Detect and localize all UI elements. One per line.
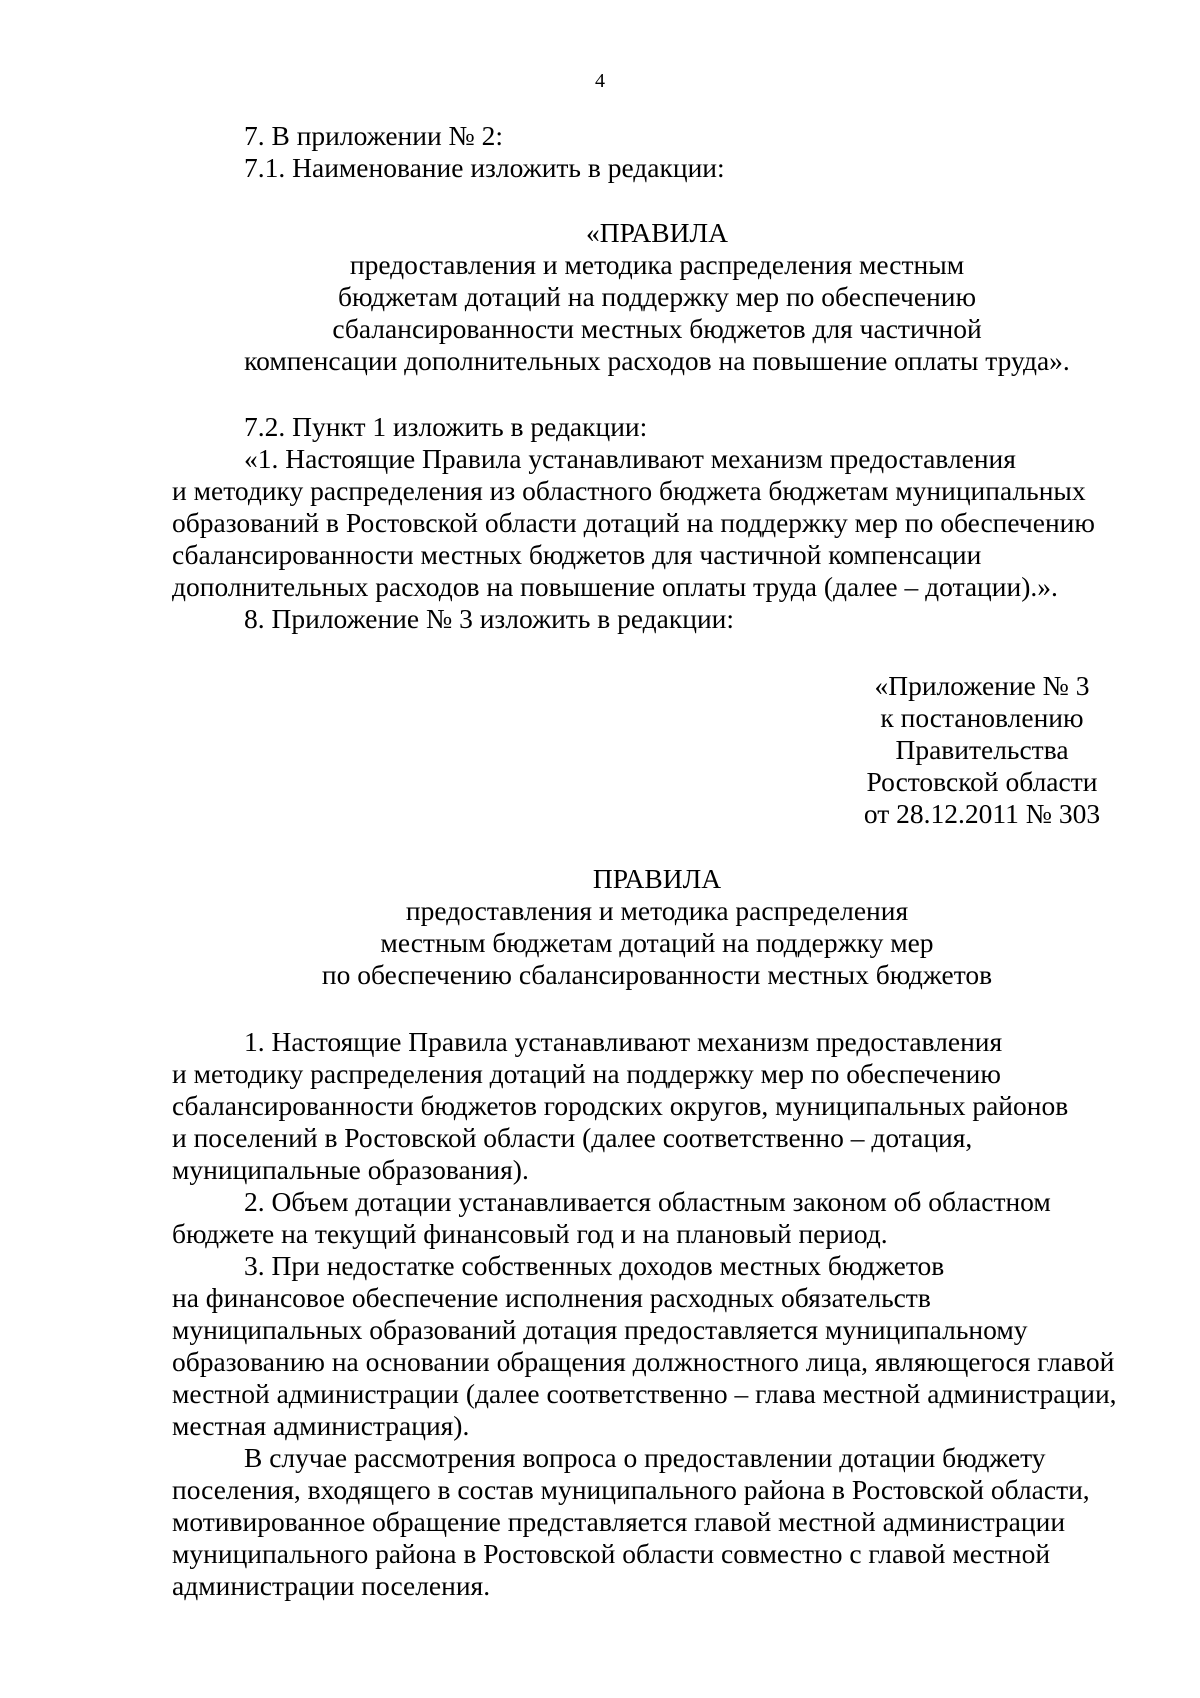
rules-para-3-line: местная администрация).	[172, 1410, 470, 1441]
rules-subtitle-line: местным бюджетам дотаций на поддержку мер	[380, 927, 934, 958]
rules-para-1-line: сбалансированности бюджетов городских округов, муниципальных районов	[172, 1090, 1069, 1121]
amended-item-1-line: и методику распределения из областного бюджета бюджетам муниципальных	[172, 475, 1086, 506]
quoted-rules-name-line: предоставления и методика распределения местным	[349, 249, 965, 280]
rules-para-1-line: 1. Настоящие Правила устанавливают механизм предоставления	[244, 1026, 1003, 1057]
rules-para-3-line: на финансовое обеспечение исполнения расходных обязательств	[172, 1282, 931, 1313]
rules-para-2-line: 2. Объем дотации устанавливается областным законом об областном	[244, 1186, 1051, 1217]
rules-para-3-line: образованию на основании обращения должностного лица, являющегося главой	[172, 1346, 1115, 1377]
amended-item-1-line: образований в Ростовской области дотаций на поддержку мер по обеспечению	[172, 507, 1095, 538]
item-7-heading: 7. В приложении № 2:	[244, 120, 504, 151]
quoted-rules-name-line: сбалансированности местных бюджетов для частичной	[332, 313, 982, 344]
amended-item-1-line: дополнительных расходов на повышение оплаты труда (далее – дотации).».	[172, 571, 1058, 602]
quoted-rules-title: «ПРАВИЛА	[586, 217, 728, 248]
rules-para-3-line: муниципальных образований дотация предоставляется муниципальному	[172, 1314, 1028, 1345]
rules-para-4-line: администрации поселения.	[172, 1570, 491, 1601]
rules-subtitle-line: предоставления и методика распределения	[405, 895, 909, 926]
rules-para-4-line: мотивированное обращение представляется главой местной администрации	[172, 1506, 1066, 1537]
amended-item-1-line: «1. Настоящие Правила устанавливают механизм предоставления	[244, 443, 1016, 474]
appendix-header-line: Ростовской области	[866, 766, 1098, 797]
item-7-2-heading: 7.2. Пункт 1 изложить в редакции:	[244, 411, 648, 442]
appendix-header-line: к постановлению	[880, 702, 1084, 733]
appendix-header-line: Правительства	[895, 734, 1069, 765]
rules-para-4-line: поселения, входящего в состав муниципального района в Ростовской области,	[172, 1474, 1090, 1505]
rules-title: ПРАВИЛА	[592, 863, 722, 894]
rules-para-3-line: 3. При недостатке собственных доходов местных бюджетов	[244, 1250, 945, 1281]
page-number: 4	[595, 70, 605, 92]
rules-para-1-line: и методику распределения дотаций на поддержку мер по обеспечению	[172, 1058, 1001, 1089]
amended-item-1-line: сбалансированности местных бюджетов для частичной компенсации	[172, 539, 982, 570]
quoted-rules-name-line: бюджетам дотаций на поддержку мер по обеспечению	[337, 281, 977, 312]
rules-subtitle-line: по обеспечению сбалансированности местных бюджетов	[321, 959, 993, 990]
appendix-header-line: «Приложение № 3	[874, 670, 1090, 701]
rules-para-3-line: местной администрации (далее соответственно – глава местной администрации,	[172, 1378, 1117, 1409]
item-8-heading: 8. Приложение № 3 изложить в редакции:	[244, 603, 735, 634]
item-7-1-heading: 7.1. Наименование изложить в редакции:	[244, 152, 725, 183]
rules-para-4-line: муниципального района в Ростовской области совместно с главой местной	[172, 1538, 1051, 1569]
quoted-rules-name-line: компенсации дополнительных расходов на повышение оплаты труда».	[244, 345, 1070, 376]
rules-para-4-line: В случае рассмотрения вопроса о предоставлении дотации бюджету	[244, 1442, 1046, 1473]
rules-para-1-line: муниципальные образования).	[172, 1154, 529, 1185]
rules-para-2-line: бюджете на текущий финансовый год и на плановый период.	[172, 1218, 888, 1249]
rules-para-1-line: и поселений в Ростовской области (далее соответственно – дотация,	[172, 1122, 973, 1153]
appendix-header-line: от 28.12.2011 № 303	[863, 798, 1101, 829]
